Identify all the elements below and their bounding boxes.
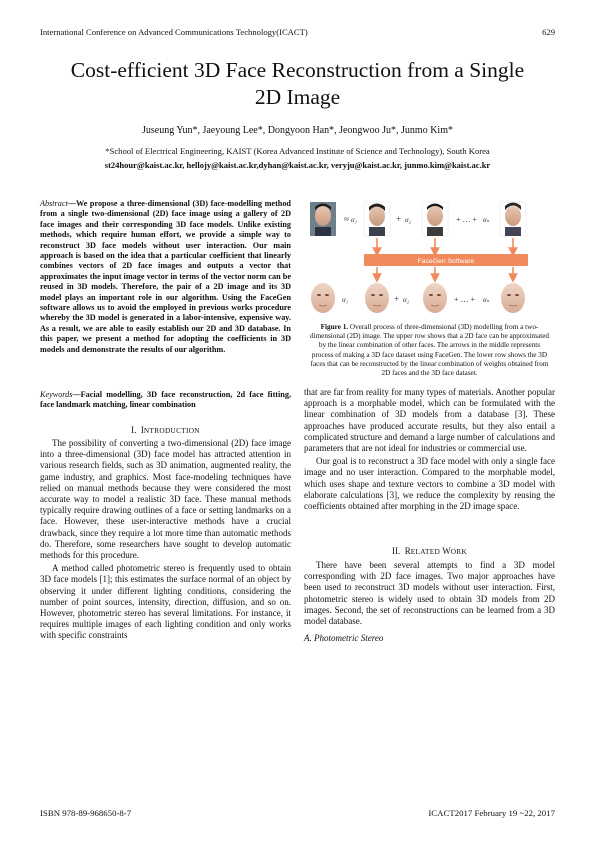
affiliation: *School of Electrical Engineering, KAIST (Korea Advanced Institute of Science and Technology), South Korea	[105, 146, 490, 156]
intro-paragraph-2: A method called photometric stereo is frequently used to obtain 3D face models [1]; this estimates the surface normal of an object by observing it under different lighting conditions, considering the number of point sources, intensity, direction, diffusion, and so on. However, photometric stereo has several limitations. For instance, it requires multiple images of each lighting condition and only works with specific constraints	[40, 563, 291, 641]
gallery-face-n	[500, 202, 526, 236]
alpha-1-bottom: α₁	[342, 296, 349, 304]
right-paragraph-1: that are far from reality for many types of materials. Another popular approach is a morphable model, which can be formulated with the linear combination of 3D models from a database [3]. These approaches have produced accurate results, but they also entail a complicated structure and demand a large number of calculations and parameters that are not ideal for industries or commercial use.	[304, 387, 555, 454]
facegen-label: FaceGen Software	[417, 258, 475, 265]
gallery-face-1	[364, 202, 390, 236]
title-line-2: 2D Image	[254, 85, 341, 109]
keywords-text: —Facial modelling, 3D face reconstruction, 2d face fitting, face landmark matching, linear combination	[40, 390, 291, 410]
abstract	[40, 199, 291, 355]
title-line-1: Cost-efficient 3D Face Reconstruction from a Single	[70, 58, 525, 82]
output-3d-face	[311, 283, 335, 313]
figure-1	[304, 196, 555, 320]
intro-paragraph-1: The possibility of converting a two-dimensional (2D) face image into a three-dimensional (3D) face model has attracted attention in various research fields, such as 3D animation, augmented reality, the game industry, and graphics. Most face-modeling techniques have relied on manual methods because they were considered the most accurate way to model a realistic 3D face. These manual methods typically require drawing outlines of a face or setting landmarks on a face. However, these user-interactive methods have a crucial drawback, since they require a lot more time than automatic methods do. Therefore, some researchers have sought to develop automatic methods for this procedure.	[40, 438, 291, 561]
approx-symbol: ≈	[344, 214, 349, 224]
gallery-face-2	[422, 202, 448, 236]
footer-isbn: ISBN 978-89-968650-8-7	[40, 808, 132, 818]
svg-text:+ … +: + … +	[454, 295, 476, 304]
footer-conference-date: ICACT2017 February 19 ~22, 2017	[428, 808, 555, 818]
3d-face-1	[365, 283, 389, 313]
input-face-photo	[310, 202, 336, 236]
alpha-2-bottom: α₂	[403, 296, 410, 304]
paper-title	[40, 57, 555, 111]
authors: Juseung Yun*, Jaeyoung Lee*, Dongyoon Han*, Jeongwoo Ju*, Junmo Kim*	[142, 125, 453, 136]
alpha-n-top: αₙ	[483, 216, 490, 224]
alpha-2-top: α₂	[405, 216, 412, 224]
page-number: 629	[542, 27, 555, 37]
caption-label: Figure 1.	[320, 323, 349, 331]
keywords-label: Keywords	[40, 390, 73, 399]
related-work-body	[304, 560, 555, 644]
subsection-photometric-stereo: A. Photometric Stereo	[304, 633, 384, 644]
right-column-body	[304, 387, 555, 512]
keywords	[40, 390, 291, 411]
introduction-body	[40, 438, 291, 642]
alpha-n-bottom: αₙ	[483, 296, 490, 304]
section-heading-related-work: II. RELATED WORK	[391, 546, 468, 556]
abstract-text: —We propose a three-dimensional (3D) face-modelling method from a single two-dimensional (2D) face image using a gallery of 2D face images and their corresponding 3D face models. Unlike existing methods, which require human effort, we provide a simple way to reconstruct 3D face models without user interaction. Our main approach is based on the idea that a particular coefficient that linearly combines vectors of 2D face images and outputs a vector that approximates the input image vector in terms of the vector norm can be reused in 3D models. Therefore, the pair of a 2D image and its 3D model plays an important role in our algorithm. Using the FaceGen software allows us to avoid the employed in previous works procedure whereby the 3D model is generated in a labor-intensive, expensive way. As a result, we are able to easily establish our 2D and 3D database. In this paper, we present a method for adopting the coefficients in 3D models and demonstrate the results of our algorithm.	[40, 199, 291, 354]
figure-caption	[308, 323, 551, 378]
caption-text: Overall process of three-dimensional (3D) modelling from a two-dimensional (2D) image. The upper row shows that a 2D face can be approximated by the linear combination of other faces. The arrows in the middle represents process of making a 3D face dataset using FaceGen. The lower row shows the 3D faces that can be reconstructed by the linear combination of weights obtained from 2D faces and the 3D face dataset.	[310, 323, 549, 378]
right-paragraph-2: Our goal is to reconstruct a 3D face model with only a single face image and no user interaction. Compared to the morphable model, which uses shape and texture vectors to combine a 3D model with elaborate calculations [3], we reduce the complexity by reusing the coefficients obtained after morphing in the 2D image space.	[304, 456, 555, 512]
section-heading-introduction: I. INTRODUCTION	[131, 425, 200, 435]
related-work-paragraph: There have been several attempts to find a 3D model corresponding with 2D face images. Two major approaches have been used to reconstruct 3D models without user interaction. First, photometric stereo is widely used to obtain 3D models from 2D images. Second, the set of reconstructions can be learned from a 3D model database.	[304, 560, 555, 627]
svg-text:+: +	[396, 214, 402, 224]
3d-face-n	[501, 283, 525, 313]
running-header: International Conference on Advanced Communications Technology(ICACT)	[40, 27, 308, 37]
svg-text:+: +	[394, 294, 400, 304]
svg-text:+ … +: + … +	[456, 215, 478, 224]
alpha-1-top: α₁	[351, 216, 358, 224]
author-emails: st24hour@kaist.ac.kr, hellojy@kaist.ac.kr,dyhan@kaist.ac.kr, veryju@kaist.ac.kr, junmo.kim@kaist.ac.kr	[104, 160, 491, 170]
3d-face-2	[423, 283, 447, 313]
abstract-label: Abstract	[40, 199, 68, 208]
